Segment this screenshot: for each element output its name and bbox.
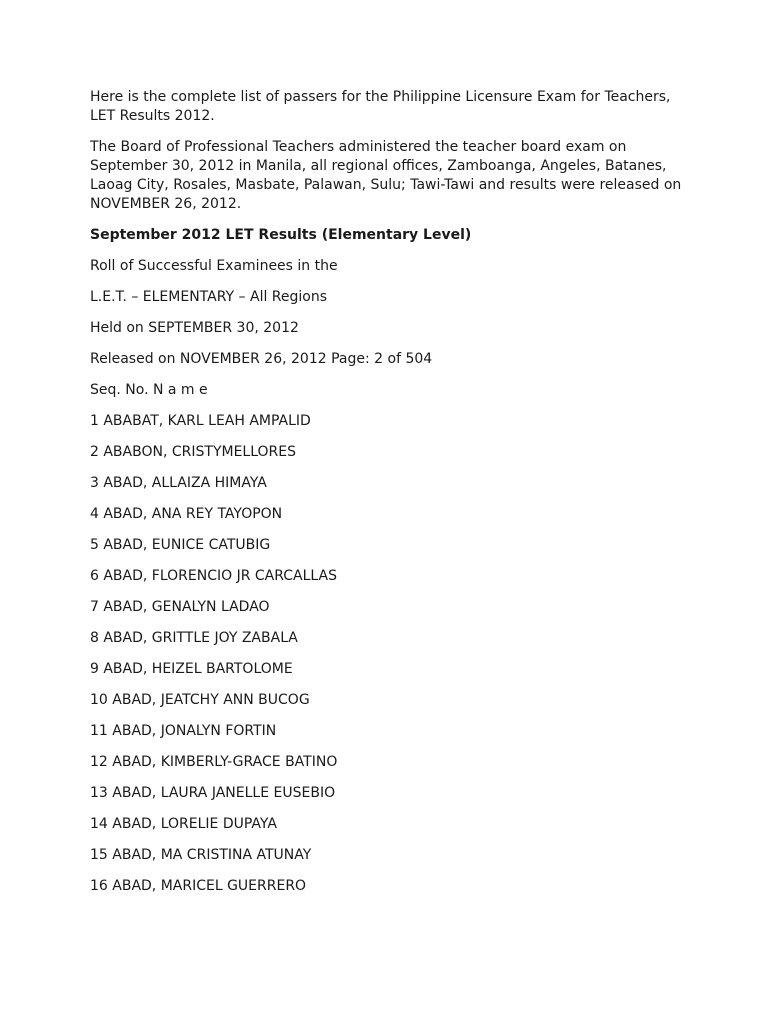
roll-line: Roll of Successful Examinees in the — [90, 258, 338, 274]
section-heading: September 2012 LET Results (Elementary Level) — [90, 227, 472, 243]
held-line: Held on SEPTEMBER 30, 2012 — [90, 320, 299, 336]
list-item: 1 ABABAT, KARL LEAH AMPALID — [90, 413, 311, 429]
list-item: 14 ABAD, LORELIE DUPAYA — [90, 816, 277, 832]
list-item: 11 ABAD, JONALYN FORTIN — [90, 723, 277, 739]
list-item: 15 ABAD, MA CRISTINA ATUNAY — [90, 847, 312, 863]
list-item: 2 ABABON, CRISTYMELLORES — [90, 444, 296, 460]
list-item: 7 ABAD, GENALYN LADAO — [90, 599, 270, 615]
list-item: 3 ABAD, ALLAIZA HIMAYA — [90, 475, 267, 491]
intro-paragraph: Here is the complete list of passers for the Philippine Licensure Exam for Teachers, LET Results 2012. — [90, 89, 671, 124]
document-page — [90, 88, 690, 908]
list-item: 5 ABAD, EUNICE CATUBIG — [90, 537, 271, 553]
exam-line: L.E.T. – ELEMENTARY – All Regions — [90, 289, 328, 305]
list-item: 8 ABAD, GRITTLE JOY ZABALA — [90, 630, 298, 646]
list-item: 9 ABAD, HEIZEL BARTOLOME — [90, 661, 293, 677]
examinee-list — [90, 412, 690, 896]
list-item: 12 ABAD, KIMBERLY-GRACE BATINO — [90, 754, 338, 770]
list-item: 13 ABAD, LAURA JANELLE EUSEBIO — [90, 785, 336, 801]
list-item: 16 ABAD, MARICEL GUERRERO — [90, 878, 307, 894]
column-header: Seq. No. N a m e — [90, 382, 208, 398]
list-item: 6 ABAD, FLORENCIO JR CARCALLAS — [90, 568, 338, 584]
list-item: 4 ABAD, ANA REY TAYOPON — [90, 506, 283, 522]
released-line: Released on NOVEMBER 26, 2012 Page: 2 of 504 — [90, 351, 433, 367]
list-item: 10 ABAD, JEATCHY ANN BUCOG — [90, 692, 310, 708]
body-paragraph: The Board of Professional Teachers administered the teacher board exam on September 30, 2012 in Manila, all regional offices, Zamboanga, Angeles, Batanes, Laoag City, Rosales, Masbate, Palawan, Sulu; Tawi-Tawi and results were released on NOVEMBER 26, 2012. — [90, 139, 682, 212]
